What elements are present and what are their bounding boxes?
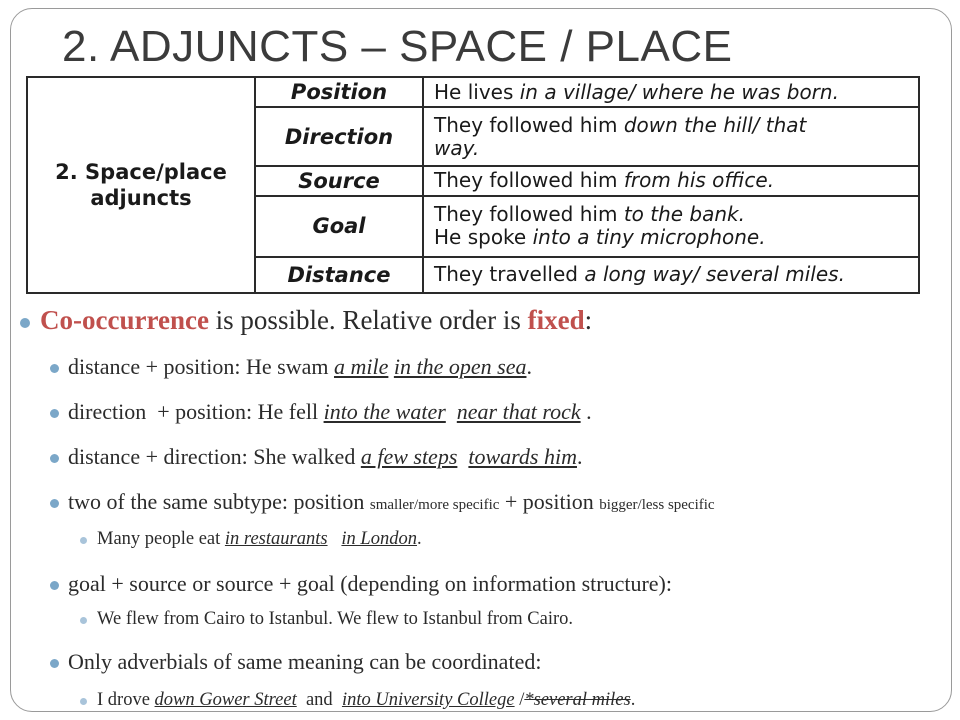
example-restaurants: Many people eat in restaurants in London. (97, 529, 422, 549)
example-goal: They followed him to the bank. He spoke into a tiny microphone. (423, 196, 919, 257)
adjunct-table (26, 76, 920, 294)
slide-title: 2. ADJUNCTS – SPACE / PLACE (62, 22, 733, 71)
bullet-dot-icon (20, 318, 30, 328)
bullet-dot-icon (50, 364, 59, 373)
bullet-dot-icon (50, 409, 59, 418)
bullet-coordination: Only adverbials of same meaning can be coordinated: (68, 649, 542, 674)
subtype-position: Position (255, 77, 423, 107)
bullet-dot-icon (50, 581, 59, 590)
bullet-dot-icon (80, 617, 87, 624)
example-cairo-istanbul: We flew from Cairo to Istanbul. We flew to Istanbul from Cairo. (97, 609, 574, 629)
bullet-dot-icon (50, 499, 59, 508)
example-gower-street: I drove down Gower Street and into University College /*several miles. (97, 690, 636, 710)
example-source: They followed him from his office. (423, 166, 919, 196)
category-cell: 2. Space/place adjuncts (27, 77, 255, 293)
bullet-co-occurrence: Co-occurrence is possible. Relative order is fixed: (40, 305, 593, 335)
bullet-dot-icon (50, 659, 59, 668)
subtype-direction: Direction (255, 107, 423, 166)
subtype-goal: Goal (255, 196, 423, 257)
bullet-dot-icon (50, 454, 59, 463)
table-row (27, 77, 919, 107)
bullet-distance-position: distance + position: He swam a mile in the open sea. (68, 354, 532, 379)
bullet-distance-direction: distance + direction: She walked a few steps towards him. (68, 444, 583, 469)
bullet-goal-source: goal + source or source + goal (depending on information structure): (68, 571, 672, 596)
bullet-direction-position: direction + position: He fell into the water near that rock . (68, 399, 592, 424)
bullet-dot-icon (80, 698, 87, 705)
example-position: He lives in a village/ where he was born. (423, 77, 919, 107)
bullet-dot-icon (80, 537, 87, 544)
subtype-distance: Distance (255, 257, 423, 293)
example-distance: They travelled a long way/ several miles. (423, 257, 919, 293)
subtype-source: Source (255, 166, 423, 196)
bullet-same-subtype: two of the same subtype: position smaller/more specific + position bigger/less specific (68, 489, 715, 514)
example-direction: They followed him down the hill/ that way. (423, 107, 919, 166)
